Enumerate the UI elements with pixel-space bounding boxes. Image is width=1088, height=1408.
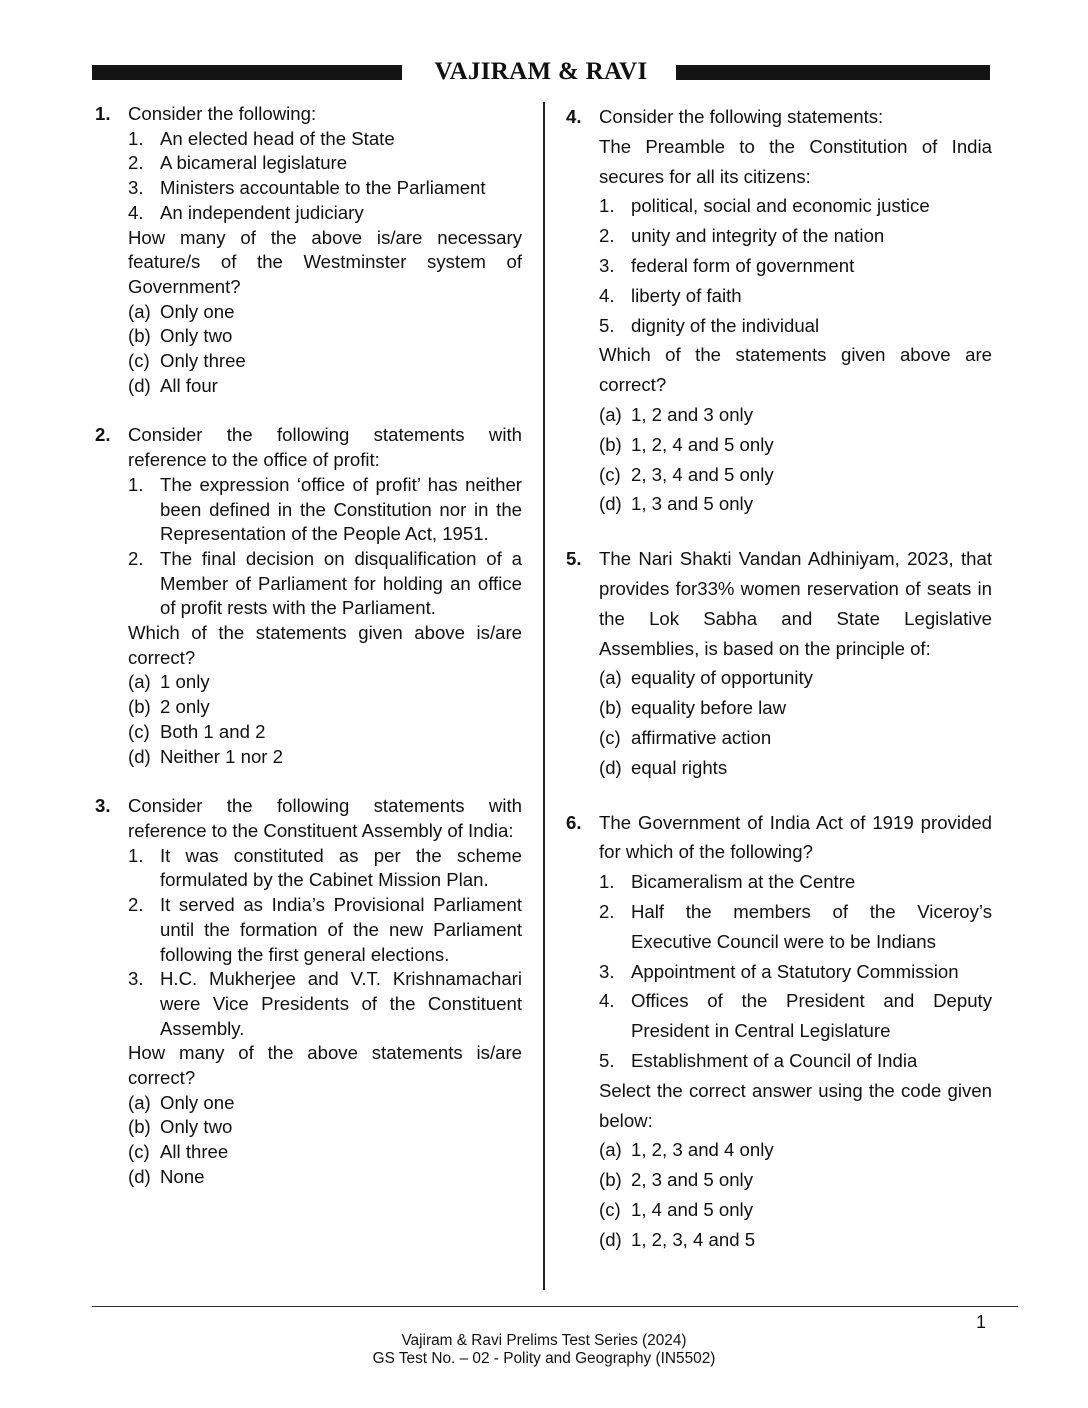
question-stem: Consider the following statements with reference to the Constituent Assembly of India: [128, 795, 522, 841]
question-number: 3. [95, 795, 111, 817]
option-letter: (a) [128, 300, 151, 322]
question-stem: Consider the following: [128, 103, 317, 124]
question-stem-continued: The Preamble to the Constitution of India secures for all its citizens: [599, 135, 992, 187]
option-letter: (b) [128, 1116, 151, 1138]
option-text: 1 only [160, 671, 210, 693]
answer-option [128, 720, 522, 745]
option-letter: (a) [599, 667, 622, 689]
answer-option [128, 745, 522, 770]
option-text: All three [160, 1141, 229, 1163]
answer-option [128, 324, 522, 349]
statement-text: dignity of the individual [631, 314, 820, 336]
answer-option [599, 723, 992, 753]
statement-text: liberty of faith [631, 284, 742, 306]
option-letter: (a) [599, 1139, 622, 1161]
statement [128, 151, 522, 176]
statement-number: 1. [128, 127, 144, 149]
option-text: 1, 4 and 5 only [631, 1198, 753, 1220]
statement-number: 1. [128, 844, 144, 866]
answer-option [128, 695, 522, 720]
statement-text: unity and integrity of the nation [631, 225, 885, 247]
statement-number: 5. [599, 1049, 615, 1071]
left-column [95, 102, 522, 1215]
question-stem: Consider the following statements with reference to the office of profit: [128, 424, 522, 471]
answer-option [599, 460, 992, 490]
option-text: Only two [160, 1116, 233, 1138]
option-letter: (d) [128, 745, 151, 767]
option-letter: (c) [599, 463, 621, 485]
option-letter: (c) [128, 350, 150, 372]
option-text: 2 only [160, 696, 210, 718]
answer-option [128, 1165, 522, 1190]
option-letter: (c) [128, 720, 150, 742]
option-letter: (a) [128, 671, 151, 693]
footer-rule [92, 1306, 1018, 1307]
option-letter: (a) [599, 403, 622, 425]
option-text: 2, 3, 4 and 5 only [631, 463, 774, 485]
statement-text: Ministers accountable to the Parliament [160, 177, 486, 199]
answer-option [128, 1140, 522, 1165]
statement-text: Establishment of a Council of India [631, 1049, 918, 1071]
statement-number: 2. [599, 900, 615, 922]
statement-number: 2. [128, 152, 144, 174]
answer-option [599, 1135, 992, 1165]
statement [599, 311, 992, 341]
option-letter: (b) [128, 325, 151, 347]
option-text: 2, 3 and 5 only [631, 1169, 753, 1191]
statement [599, 191, 992, 221]
option-text: All four [160, 374, 218, 396]
statement-number: 1. [128, 473, 144, 495]
option-letter: (c) [599, 726, 621, 748]
statement-number: 1. [599, 195, 615, 217]
statement-text: Bicameralism at the Centre [631, 871, 856, 893]
option-text: None [160, 1165, 205, 1187]
statement-text: An independent judiciary [160, 201, 364, 223]
question-prompt: Which of the statements given above are correct? [599, 344, 992, 396]
question-prompt: How many of the above is/are necessary feature/s of the Westminster system of Government? [128, 226, 522, 297]
statement [599, 957, 992, 987]
statement [599, 867, 992, 897]
statement-text: A bicameral legislature [160, 152, 348, 174]
header-bar-right [676, 65, 990, 80]
statement-number: 3. [128, 177, 144, 199]
answer-option [599, 1195, 992, 1225]
page-number: 1 [976, 1312, 987, 1332]
answer-option [599, 1225, 992, 1255]
statement-text: An elected head of the State [160, 127, 395, 149]
option-text: 1, 2, 4 and 5 only [631, 433, 774, 455]
question-stem: The Nari Shakti Vandan Adhiniyam, 2023, that provides for33% women reservation of seats in the Lok Sabha and State Legislative Assemblies, is based on the principle of: [599, 548, 992, 659]
statement-number: 4. [128, 201, 144, 223]
statement-number: 3. [599, 960, 615, 982]
statement [599, 1046, 992, 1076]
question-number: 1. [95, 103, 111, 124]
footer-series-title: Vajiram & Ravi Prelims Test Series (2024) [401, 1332, 687, 1349]
answer-option [128, 374, 522, 399]
statement-number: 4. [599, 990, 615, 1012]
statement [128, 127, 522, 152]
statement-number: 4. [599, 284, 615, 306]
statement-number: 2. [599, 225, 615, 247]
statement [128, 967, 522, 1041]
statement-number: 3. [128, 968, 144, 990]
statement-text: political, social and economic justice [631, 195, 930, 217]
option-text: Only two [160, 325, 233, 347]
statement-number: 2. [128, 894, 144, 916]
statement-number: 2. [128, 547, 144, 569]
option-text: 1, 2 and 3 only [631, 403, 753, 425]
footer-test-name: GS Test No. – 02 - Polity and Geography (IN5502) [372, 1350, 716, 1367]
answer-option [128, 1091, 522, 1116]
question-prompt: Select the correct answer using the code given below: [599, 1079, 992, 1131]
option-letter: (c) [128, 1141, 150, 1163]
page-header [92, 56, 990, 88]
option-text: equal rights [631, 756, 728, 778]
option-letter: (d) [128, 374, 151, 396]
answer-option [128, 349, 522, 374]
statement-text: Appointment of a Statutory Commission [631, 960, 959, 982]
statement-text: Half the members of the Viceroy’s Executive Council were to be Indians [631, 900, 992, 952]
right-column [566, 102, 992, 1279]
option-letter: (d) [599, 1228, 622, 1250]
statement-text: federal form of government [631, 254, 855, 276]
statement-text: The expression ‘office of profit’ has neither been defined in the Constitution nor in the Representation of the People Act, 1951. [160, 473, 522, 545]
answer-option [599, 753, 992, 783]
statement-text: It was constituted as per the scheme formulated by the Cabinet Mission Plan. [160, 844, 522, 891]
question-number: 2. [95, 424, 111, 446]
brand-title: VAJIRAM & RAVI [434, 58, 648, 85]
answer-option [599, 430, 992, 460]
option-letter: (d) [128, 1165, 151, 1187]
option-letter: (b) [599, 1169, 622, 1191]
answer-option [599, 400, 992, 430]
answer-option [128, 300, 522, 325]
question-6 [566, 808, 992, 1255]
statement [128, 176, 522, 201]
question-number: 4. [566, 106, 582, 127]
statement [128, 201, 522, 226]
answer-option [128, 1115, 522, 1140]
option-text: 1, 2, 3, 4 and 5 [631, 1228, 756, 1250]
question-prompt: Which of the statements given above is/are correct? [128, 622, 522, 668]
statement-text: The final decision on disqualification of a Member of Parliament for holding an office of profit rests with the Parliament. [160, 547, 522, 619]
answer-option [599, 489, 992, 519]
option-text: Only three [160, 350, 246, 372]
question-4 [566, 102, 992, 519]
option-letter: (a) [128, 1091, 151, 1113]
option-letter: (b) [599, 697, 622, 719]
option-letter: (c) [599, 1198, 621, 1220]
question-number: 6. [566, 811, 582, 833]
option-text: affirmative action [631, 726, 772, 748]
answer-option [599, 693, 992, 723]
question-prompt: How many of the above statements is/are correct? [128, 1042, 522, 1089]
option-text: equality before law [631, 697, 787, 719]
statement [599, 281, 992, 311]
statement-text: H.C. Mukherjee and V.T. Krishnamachari were Vice Presidents of the Constituent Assembly. [160, 968, 522, 1039]
statement [128, 473, 522, 547]
statement [599, 251, 992, 281]
statement [128, 893, 522, 967]
statement [128, 844, 522, 893]
option-text: Both 1 and 2 [160, 720, 266, 742]
answer-option [599, 663, 992, 693]
statement [599, 897, 992, 957]
statement [599, 986, 992, 1046]
statement-text: Offices of the President and Deputy President in Central Legislature [631, 990, 992, 1042]
question-5 [566, 544, 992, 782]
question-1 [95, 102, 522, 398]
question-3 [95, 794, 522, 1189]
option-letter: (d) [599, 493, 622, 515]
question-number: 5. [566, 548, 582, 570]
option-letter: (d) [599, 756, 622, 778]
option-text: 1, 3 and 5 only [631, 493, 753, 515]
option-text: 1, 2, 3 and 4 only [631, 1139, 774, 1161]
column-divider [543, 102, 545, 1290]
statement-text: It served as India’s Provisional Parliament until the formation of the new Parliament following the first general elections. [160, 894, 522, 965]
answer-option [128, 670, 522, 695]
answer-option [599, 1165, 992, 1195]
question-stem: Consider the following statements: [599, 106, 884, 127]
option-text: Neither 1 nor 2 [160, 745, 283, 767]
option-letter: (b) [128, 696, 151, 718]
statement-number: 5. [599, 314, 615, 336]
option-text: Only one [160, 300, 235, 322]
statement [128, 547, 522, 621]
statement [599, 221, 992, 251]
option-letter: (b) [599, 433, 622, 455]
statement-number: 3. [599, 254, 615, 276]
statement-number: 1. [599, 871, 615, 893]
question-stem: The Government of India Act of 1919 provided for which of the following? [599, 811, 992, 863]
option-text: Only one [160, 1091, 235, 1113]
option-text: equality of opportunity [631, 667, 813, 689]
question-2 [95, 423, 522, 769]
